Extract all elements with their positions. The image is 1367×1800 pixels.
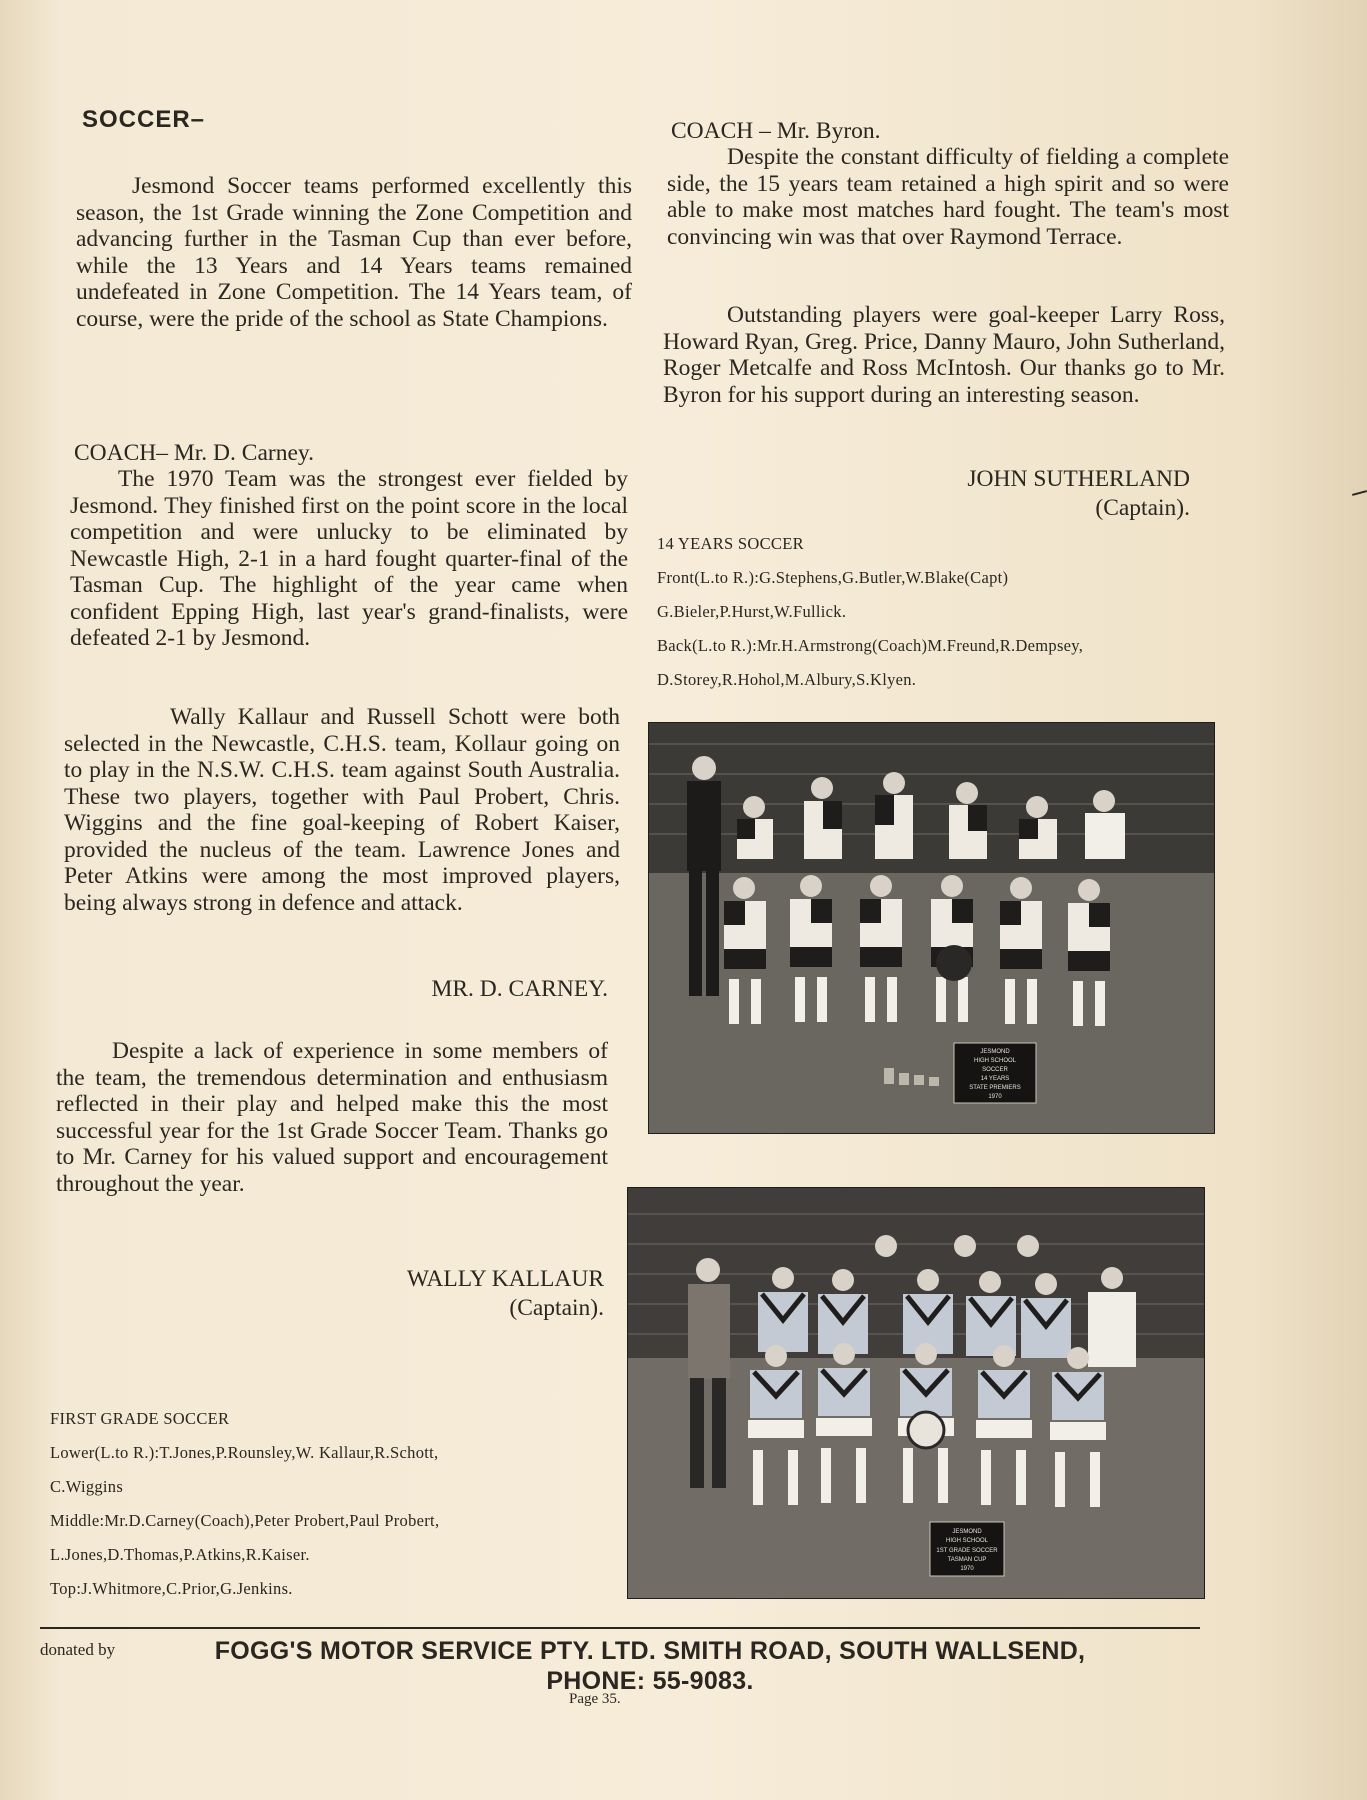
first-grade-caption [50, 1402, 439, 1606]
sign-line: STATE PREMIERS [969, 1085, 1021, 1091]
sign-line: 1970 [988, 1094, 1002, 1100]
caption-line: Back(L.to R.):Mr.H.Armstrong(Coach)M.Freund,R.Dempsey, [657, 636, 1084, 655]
sutherland-role: (Captain). [1095, 495, 1190, 521]
fifteen-years-paragraph-1: Despite the constant difficulty of fielding a complete side, the 15 years team retained a high spirit and so were able to make most matches hard fought. The team's most convincing win was that over Raymond Terrace. [667, 144, 1229, 250]
page-number: Page 35. [569, 1691, 621, 1707]
fourteen-years-team-photo [648, 722, 1215, 1134]
right-coach-line: COACH – Mr. Byron. [671, 118, 881, 144]
fourteen-years-caption [657, 527, 1083, 697]
caption-line: G.Bieler,P.Hurst,W.Fullick. [657, 602, 847, 621]
kallaur-role: (Captain). [509, 1295, 604, 1321]
sponsor-line-2: PHONE: 55-9083. [546, 1667, 754, 1695]
soccer-ball [936, 945, 972, 981]
first-grade-team-photo [627, 1187, 1205, 1599]
caption-line: Middle:Mr.D.Carney(Coach),Peter Probert,Paul Probert, [50, 1511, 440, 1530]
sponsor-line-1: FOGG'S MOTOR SERVICE PTY. LTD. SMITH ROAD, SOUTH WALLSEND, [214, 1637, 1086, 1665]
sign-line: JESMOND [980, 1049, 1010, 1055]
left-coach-line: COACH– Mr. D. Carney. [74, 440, 314, 466]
footer-rule [40, 1627, 1200, 1629]
sign-line: 14 YEARS [980, 1076, 1010, 1082]
caption-title: 14 YEARS SOCCER [657, 534, 804, 553]
caption-line: Top:J.Whitmore,C.Prior,G.Jenkins. [50, 1579, 293, 1598]
caption-line: Lower(L.to R.):T.Jones,P.Rounsley,W. Kallaur,R.Schott, [50, 1443, 439, 1462]
first-grade-paragraph-1: The 1970 Team was the strongest ever fielded by Jesmond. They finished first on the point score in the local competition and were unlucky to be eliminated by Newcastle High, 2-1 in a hard fought quarter-final of the Tasman Cup. The highlight of the year came when confident Epping High, last year's grand-finalists, were defeated 2-1 by Jesmond. [70, 466, 628, 651]
caption-line: D.Storey,R.Hohol,M.Albury,S.Klyen. [657, 670, 917, 689]
carney-signature: MR. D. CARNEY. [431, 976, 608, 1002]
fifteen-years-paragraph-2: Outstanding players were goal-keeper Larry Ross, Howard Ryan, Greg. Price, Danny Mauro, John Sutherland, Roger Metcalfe and Ross McIntosh. Our thanks go to Mr. Byron for his support during an interesting season. [663, 302, 1225, 408]
section-heading: SOCCER– [82, 106, 206, 133]
intro-paragraph: Jesmond Soccer teams performed excellently this season, the 1st Grade winning the Zone Competition and advancing further in the Tasman Cup than ever before, while the 13 Years and 14 Years teams remained undefeated in Zone Competition. The 14 Years team, of course, were the pride of the school as State Champions. [76, 173, 632, 332]
sign-line: HIGH SCHOOL [973, 1058, 1017, 1064]
donated-by-label: donated by [40, 1640, 116, 1659]
caption-line: Front(L.to R.):G.Stephens,G.Butler,W.Blake(Capt) [657, 568, 1009, 587]
sponsor-text [170, 1636, 1130, 1696]
sutherland-signature [880, 465, 1190, 523]
first-grade-paragraph-3: Despite a lack of experience in some members of the team, the tremendous determination and enthusiasm reflected in their play and helped make this the most successful year for the 1st Grade Soccer Team. Thanks go to Mr. Carney for his valued support and encouragement throughout the year. [56, 1038, 608, 1197]
sutherland-name: JOHN SUTHERLAND [967, 466, 1190, 492]
caption-line: C.Wiggins [50, 1477, 124, 1496]
sign-line: SOCCER [982, 1067, 1008, 1073]
sign-line: TASMAN CUP [947, 1557, 987, 1563]
soccer-ball [908, 1412, 944, 1448]
kallaur-signature [300, 1265, 604, 1323]
sign-line: JESMOND [952, 1529, 982, 1535]
sign-line: 1970 [960, 1566, 974, 1572]
sign-line: HIGH SCHOOL [945, 1538, 989, 1544]
team-sign-board [954, 1043, 1036, 1103]
kallaur-name: WALLY KALLAUR [406, 1266, 604, 1292]
caption-title: FIRST GRADE SOCCER [50, 1409, 230, 1428]
sign-line: 1ST GRADE SOCCER [936, 1548, 998, 1554]
first-grade-paragraph-2: Wally Kallaur and Russell Schott were both selected in the Newcastle, C.H.S. team, Kollaur going on to play in the N.S.W. C.H.S. team against South Australia. These two players, together with Paul Probert, Chris. Wiggins and the fine goal-keeping of Robert Kaiser, provided the nucleus of the team. Lawrence Jones and Peter Atkins were among the most improved players, being always strong in defence and attack. [64, 704, 620, 916]
caption-line: L.Jones,D.Thomas,P.Atkins,R.Kaiser. [50, 1545, 310, 1564]
team-sign-board [930, 1522, 1004, 1576]
